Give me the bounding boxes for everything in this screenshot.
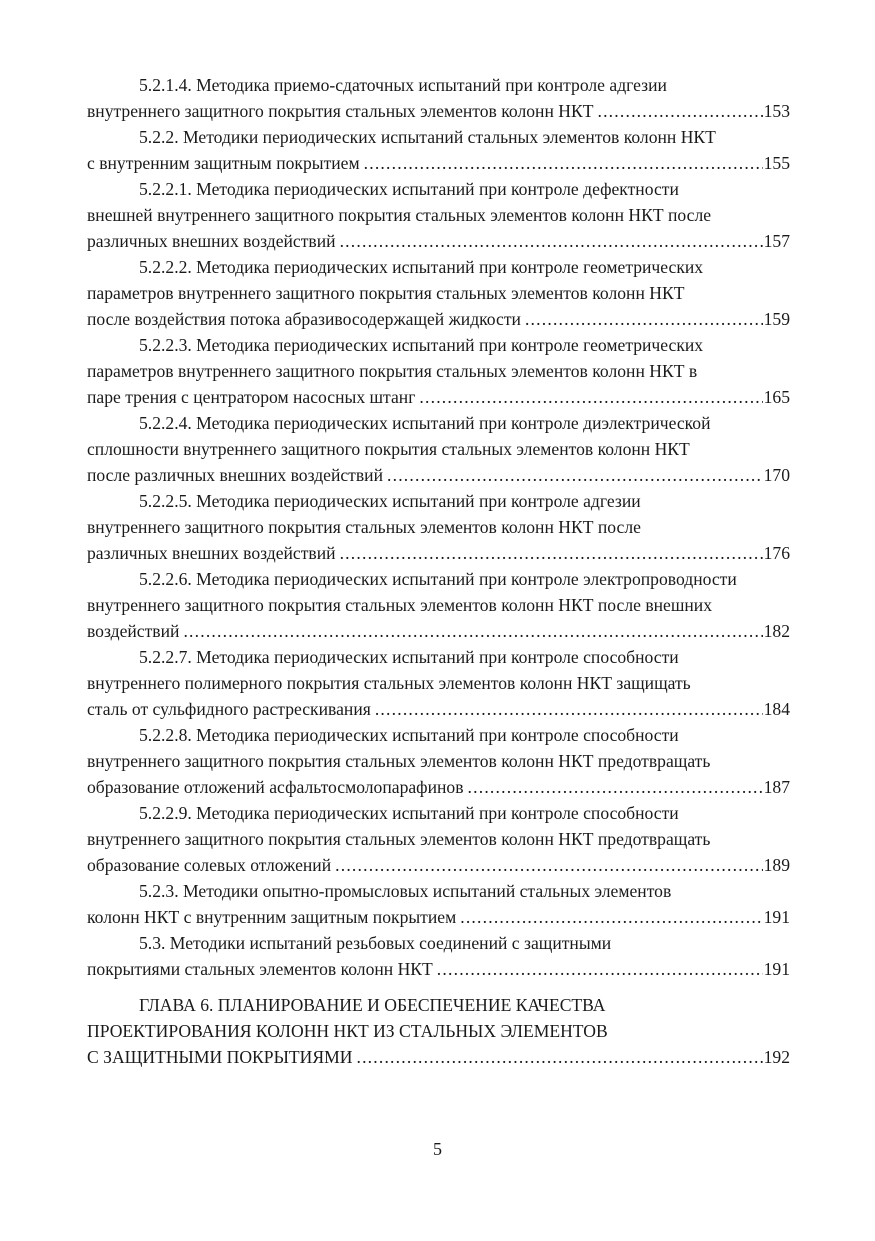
toc-entry-5-2-2-2[interactable] (87, 254, 790, 332)
toc-entry-text: воздействий (87, 621, 180, 641)
toc-page-number: 165 (763, 387, 790, 407)
leader-dots (525, 306, 763, 332)
toc-entry-line: внутреннего защитного покрытия стальных элементов колонн НКТ предотвращать (87, 829, 711, 849)
toc-entry-line: 5.2.2.1. Методика периодических испытаний при контроле дефектности (139, 179, 679, 199)
toc-page-number: 157 (763, 231, 790, 251)
toc-entry-line: 5.2.2.5. Методика периодических испытаний при контроле адгезии (139, 491, 641, 511)
toc-entry-5-2-2-6[interactable] (87, 566, 790, 644)
toc-entry-last-line (87, 228, 790, 254)
toc-entry-last-line (87, 98, 790, 124)
toc-entry-last-line (87, 852, 790, 878)
toc-entry-line: 5.2.2.6. Методика периодических испытаний при контроле электропроводности (139, 569, 737, 589)
toc-entry-line: параметров внутреннего защитного покрытия стальных элементов колонн НКТ в (87, 361, 698, 381)
leader-dots (468, 774, 763, 800)
toc-entry-text: покрытиями стальных элементов колонн НКТ (87, 959, 433, 979)
toc-entry-last-line (87, 618, 790, 644)
leader-dots (375, 696, 763, 722)
toc-entry-text: с внутренним защитным покрытием (87, 153, 360, 173)
toc-entry-last-line (87, 462, 790, 488)
toc-entry-5-2-2-8[interactable] (87, 722, 790, 800)
page-number: 5 (433, 1139, 442, 1159)
toc-entry-last-line (87, 904, 790, 930)
toc-entry-last-line (87, 306, 790, 332)
toc-entry-line: 5.2.2.3. Методика периодических испытаний при контроле геометрических (139, 335, 704, 355)
toc-entry-text: внутреннего защитного покрытия стальных элементов колонн НКТ (87, 101, 594, 121)
toc-entry-text: различных внешних воздействий (87, 543, 336, 563)
chapter-title-line: ГЛАВА 6. ПЛАНИРОВАНИЕ И ОБЕСПЕЧЕНИЕ КАЧЕСТВА (139, 995, 606, 1015)
toc-entry-line: сплошности внутреннего защитного покрытия стальных элементов колонн НКТ (87, 439, 690, 459)
toc-entry-line: 5.2.2.4. Методика периодических испытаний при контроле диэлектрической (139, 413, 711, 433)
toc-page-number: 159 (763, 309, 790, 329)
toc-entry-line: 5.2.2.7. Методика периодических испытаний при контроле способности (139, 647, 679, 667)
toc-entry-line: 5.2.2. Методики периодических испытаний стальных элементов колонн НКТ (139, 127, 716, 147)
toc-entry-5-2-2-1[interactable] (87, 176, 790, 254)
leader-dots (437, 956, 763, 982)
toc-entry-text: сталь от сульфидного растрескивания (87, 699, 371, 719)
toc-entry-5-2-2-7[interactable] (87, 644, 790, 722)
toc-page-number: 191 (763, 959, 790, 979)
leader-dots (183, 618, 762, 644)
leader-dots (419, 384, 762, 410)
toc-entry-line: 5.2.2.9. Методика периодических испытаний при контроле способности (139, 803, 679, 823)
leader-dots (597, 98, 762, 124)
toc-entry-line: параметров внутреннего защитного покрытия стальных элементов колонн НКТ (87, 283, 685, 303)
toc-entry-line: внутреннего защитного покрытия стальных элементов колонн НКТ после (87, 517, 641, 537)
leader-dots (335, 852, 762, 878)
leader-dots (340, 540, 763, 566)
toc-page-number: 155 (763, 153, 790, 173)
toc-entry-5-2-3[interactable] (87, 878, 790, 930)
toc-page-number: 176 (763, 543, 790, 563)
leader-dots (340, 228, 763, 254)
toc-entry-5-2-2-5[interactable] (87, 488, 790, 566)
toc-entry-line: внешней внутреннего защитного покрытия стальных элементов колонн НКТ после (87, 205, 712, 225)
toc-entry-5-2-2[interactable] (87, 124, 790, 176)
toc-entry-last-line (87, 696, 790, 722)
chapter-title-line: ПРОЕКТИРОВАНИЯ КОЛОНН НКТ ИЗ СТАЛЬНЫХ ЭЛЕМЕНТОВ (87, 1021, 608, 1041)
toc-entry-text: образование солевых отложений (87, 855, 332, 875)
toc-page-number: 184 (763, 699, 790, 719)
toc-page-number: 170 (763, 465, 790, 485)
toc-entry-5-2-2-9[interactable] (87, 800, 790, 878)
leader-dots (364, 150, 763, 176)
toc-entry-line: 5.2.1.4. Методика приемо-сдаточных испытаний при контроле адгезии (139, 75, 667, 95)
toc-entry-text: после воздействия потока абразивосодержащей жидкости (87, 309, 521, 329)
toc-entry-last-line (87, 540, 790, 566)
table-of-contents (87, 72, 790, 1070)
toc-entry-5-2-2-3[interactable] (87, 332, 790, 410)
toc-entry-last-line (87, 774, 790, 800)
toc-page-number: 192 (763, 1047, 790, 1067)
leader-dots (387, 462, 763, 488)
chapter-title-text: С ЗАЩИТНЫМИ ПОКРЫТИЯМИ (87, 1047, 353, 1067)
toc-entry-last-line (87, 956, 790, 982)
toc-entry-line: внутреннего защитного покрытия стальных элементов колонн НКТ предотвращать (87, 751, 711, 771)
toc-entry-text: образование отложений асфальтосмолопарафинов (87, 777, 464, 797)
toc-entry-last-line (87, 384, 790, 410)
toc-entry-line: 5.2.3. Методики опытно-промысловых испытаний стальных элементов (139, 881, 672, 901)
toc-entry-5-2-2-4[interactable] (87, 410, 790, 488)
leader-dots (460, 904, 762, 930)
toc-entry-line: внутреннего полимерного покрытия стальных элементов колонн НКТ защищать (87, 673, 691, 693)
leader-dots (356, 1044, 762, 1070)
toc-entry-text: паре трения с центратором насосных штанг (87, 387, 416, 407)
toc-entry-text: различных внешних воздействий (87, 231, 336, 251)
toc-entry-line: 5.2.2.8. Методика периодических испытаний при контроле способности (139, 725, 679, 745)
toc-entry-line: внутреннего защитного покрытия стальных элементов колонн НКТ после внешних (87, 595, 713, 615)
chapter-title-last-line (87, 1044, 790, 1070)
toc-page-number: 191 (763, 907, 790, 927)
toc-entry-line: 5.2.2.2. Методика периодических испытаний при контроле геометрических (139, 257, 704, 277)
toc-entry-5-3[interactable] (87, 930, 790, 982)
toc-page-number: 182 (763, 621, 790, 641)
toc-entry-text: колонн НКТ с внутренним защитным покрытием (87, 907, 457, 927)
toc-entry-text: после различных внешних воздействий (87, 465, 384, 485)
toc-page-number: 189 (763, 855, 790, 875)
toc-entry-last-line (87, 150, 790, 176)
toc-entry-chapter-6[interactable] (87, 992, 790, 1070)
toc-page-number: 187 (763, 777, 790, 797)
toc-entry-5-2-1-4[interactable] (87, 72, 790, 124)
toc-entry-line: 5.3. Методики испытаний резьбовых соединений с защитными (139, 933, 612, 953)
toc-page-number: 153 (763, 101, 790, 121)
